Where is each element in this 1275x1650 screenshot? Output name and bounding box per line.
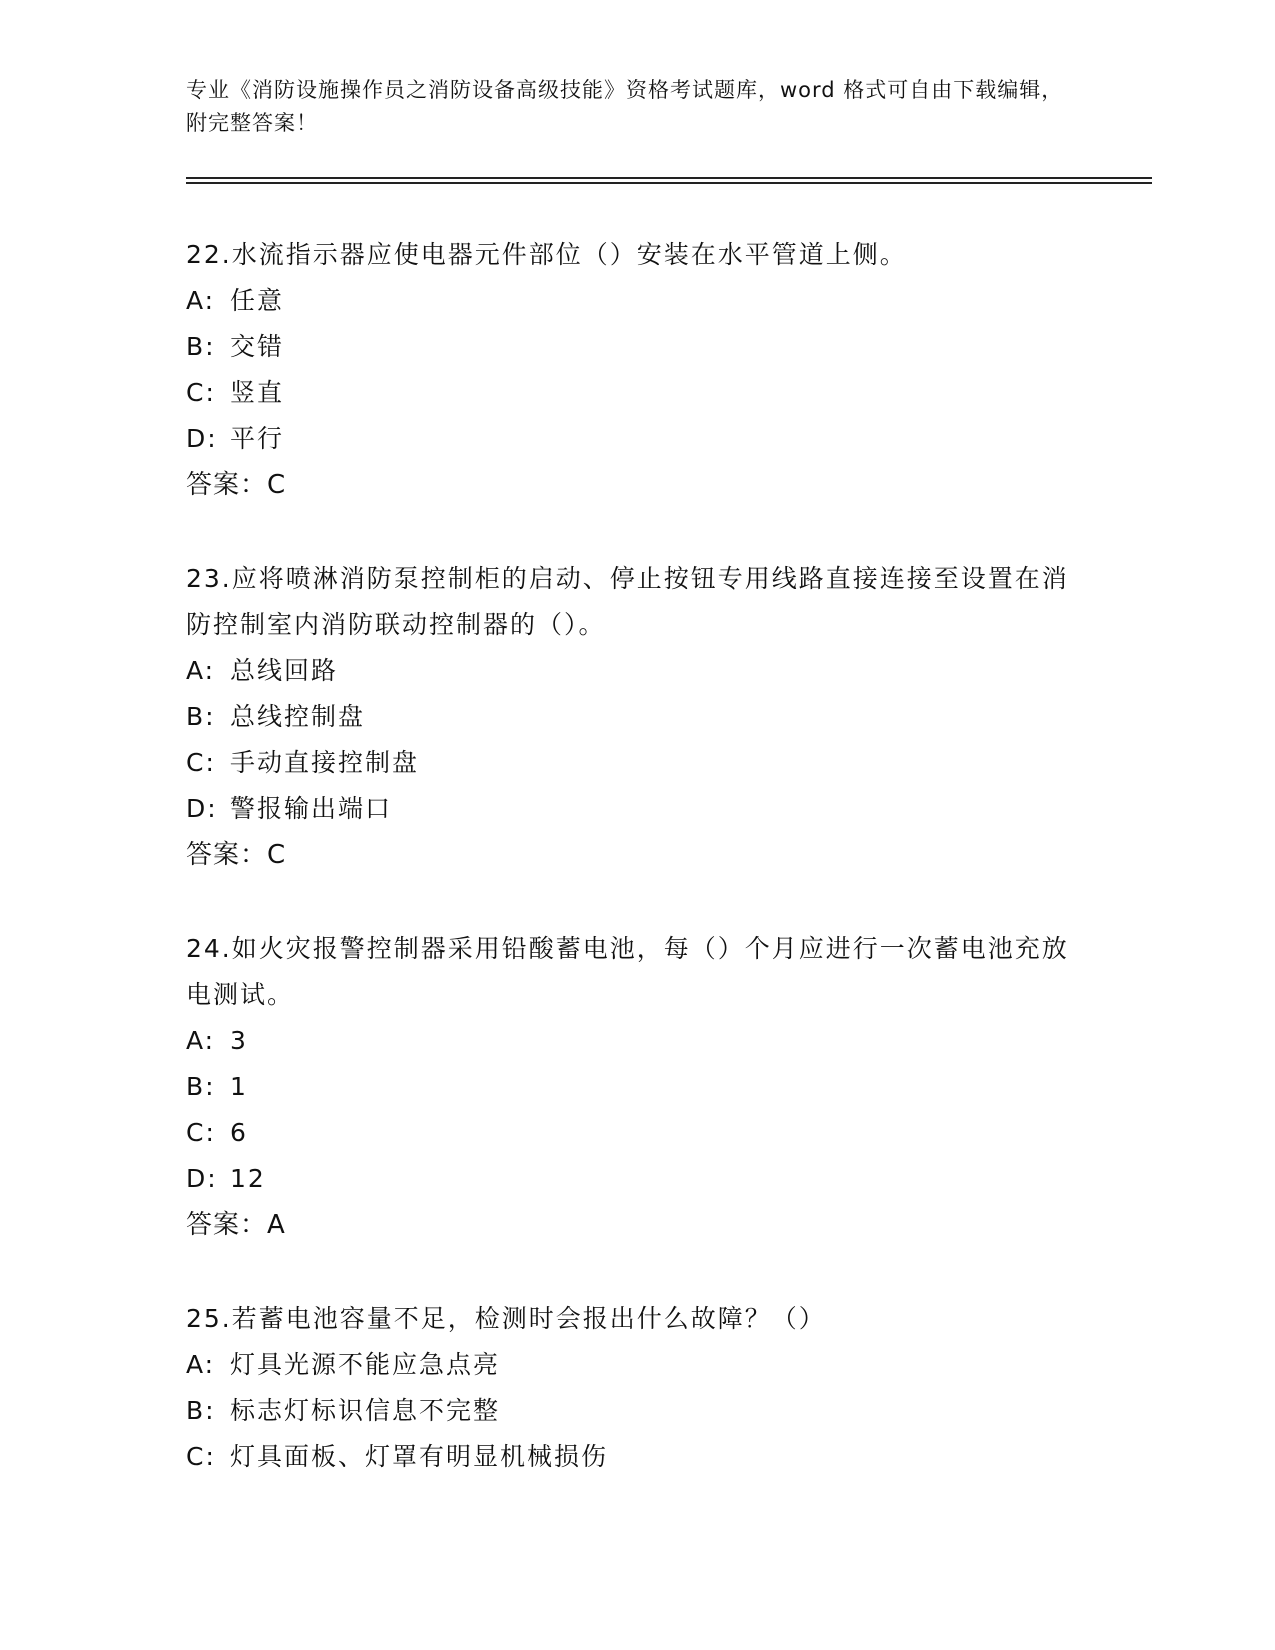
option-text: 平行 bbox=[230, 424, 285, 453]
option-text: 手动直接控制盘 bbox=[230, 748, 420, 777]
question-stem: 22.水流指示器应使电器元件部位（）安装在水平管道上侧。 bbox=[186, 240, 907, 269]
question-22 bbox=[186, 232, 1086, 508]
option-c bbox=[186, 1110, 1086, 1156]
option-b bbox=[186, 1388, 1086, 1434]
option-c bbox=[186, 370, 1086, 416]
option-c bbox=[186, 740, 1086, 786]
option-d bbox=[186, 1156, 1086, 1202]
option-text: 总线回路 bbox=[230, 656, 339, 685]
option-d bbox=[186, 786, 1086, 832]
option-key: B: bbox=[186, 702, 216, 731]
option-a bbox=[186, 648, 1086, 694]
option-a bbox=[186, 1018, 1086, 1064]
option-key: C: bbox=[186, 1118, 216, 1147]
option-text: 任意 bbox=[230, 286, 285, 315]
option-key: C: bbox=[186, 378, 216, 407]
option-key: B: bbox=[186, 1072, 216, 1101]
option-key: C: bbox=[186, 1442, 216, 1471]
question-list bbox=[186, 232, 1086, 1528]
answer-line: 答案：A bbox=[186, 1210, 286, 1240]
option-key: A: bbox=[186, 1350, 216, 1379]
option-key: D: bbox=[186, 1164, 218, 1193]
option-key: D: bbox=[186, 424, 218, 453]
header-divider-top bbox=[186, 177, 1152, 179]
option-b bbox=[186, 1064, 1086, 1110]
option-key: C: bbox=[186, 748, 216, 777]
question-stem: 23.应将喷淋消防泵控制柜的启动、停止按钮专用线路直接连接至设置在消防控制室内消防联动控制器的（）。 bbox=[186, 564, 1069, 639]
option-text: 1 bbox=[230, 1072, 248, 1101]
option-text: 灯具面板、灯罩有明显机械损伤 bbox=[230, 1442, 609, 1471]
question-stem: 24.如火灾报警控制器采用铅酸蓄电池，每（）个月应进行一次蓄电池充放电测试。 bbox=[186, 934, 1069, 1009]
option-text: 12 bbox=[230, 1164, 266, 1193]
option-text: 标志灯标识信息不完整 bbox=[230, 1396, 501, 1425]
option-key: A: bbox=[186, 656, 216, 685]
header-text: 专业《消防设施操作员之消防设备高级技能》资格考试题库，word 格式可自由下载编辑，附完整答案！ bbox=[186, 78, 1064, 135]
option-text: 交错 bbox=[230, 332, 285, 361]
question-stem: 25.若蓄电池容量不足，检测时会报出什么故障？（） bbox=[186, 1304, 826, 1333]
option-text: 总线控制盘 bbox=[230, 702, 366, 731]
option-a bbox=[186, 278, 1086, 324]
document-header bbox=[186, 74, 1066, 140]
option-text: 警报输出端口 bbox=[230, 794, 393, 823]
option-b bbox=[186, 694, 1086, 740]
question-25 bbox=[186, 1296, 1086, 1480]
option-key: A: bbox=[186, 1026, 216, 1055]
answer-line: 答案：C bbox=[186, 470, 287, 500]
option-d bbox=[186, 416, 1086, 462]
option-text: 6 bbox=[230, 1118, 248, 1147]
question-24 bbox=[186, 926, 1086, 1248]
option-key: A: bbox=[186, 286, 216, 315]
option-text: 竖直 bbox=[230, 378, 285, 407]
header-divider-bottom bbox=[186, 182, 1152, 184]
option-b bbox=[186, 324, 1086, 370]
option-key: D: bbox=[186, 794, 218, 823]
option-a bbox=[186, 1342, 1086, 1388]
option-text: 3 bbox=[230, 1026, 248, 1055]
question-23 bbox=[186, 556, 1086, 878]
option-c bbox=[186, 1434, 1086, 1480]
option-key: B: bbox=[186, 1396, 216, 1425]
option-key: B: bbox=[186, 332, 216, 361]
option-text: 灯具光源不能应急点亮 bbox=[230, 1350, 501, 1379]
answer-line: 答案：C bbox=[186, 840, 287, 870]
